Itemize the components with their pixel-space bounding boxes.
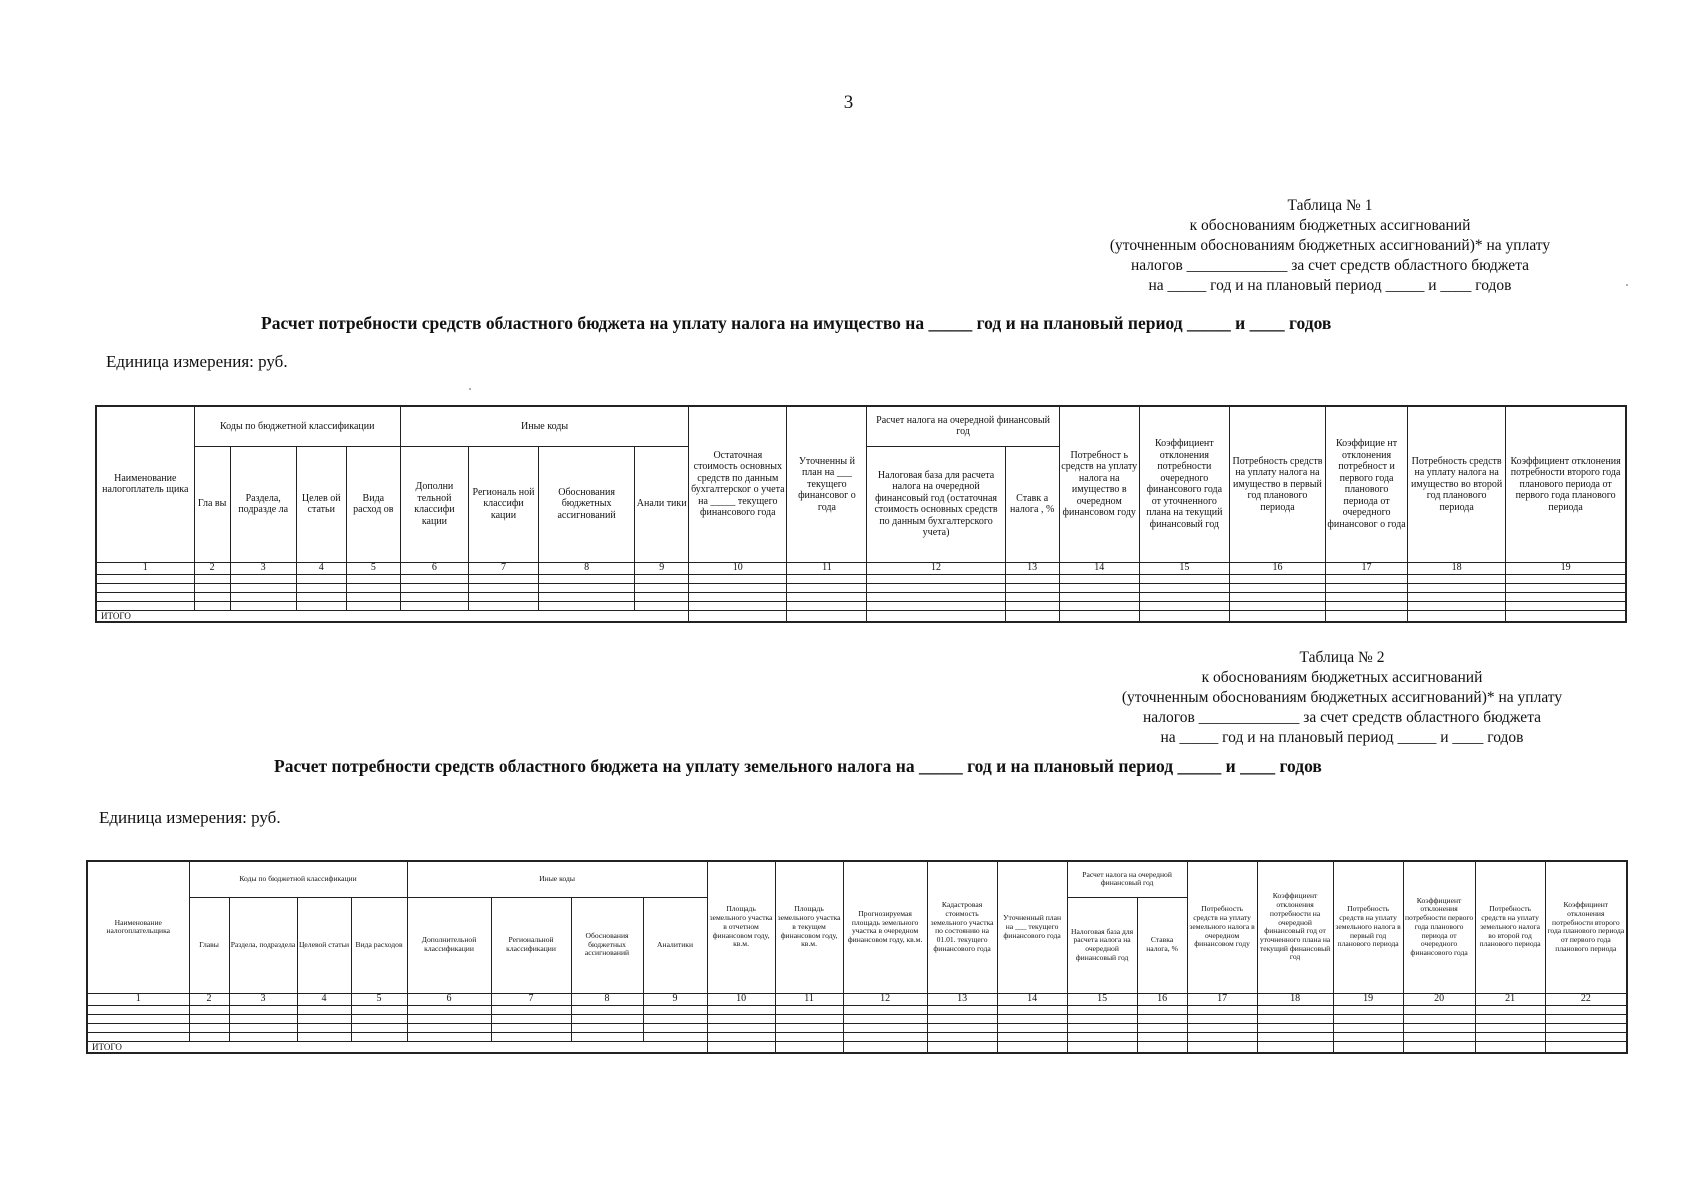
col-budget-justification: Обоснования бюджетных ассигнований — [571, 897, 643, 993]
column-number: 8 — [571, 993, 643, 1005]
col-chapter: Гла вы — [194, 446, 230, 562]
column-number: 6 — [400, 562, 468, 574]
column-number: 7 — [491, 993, 571, 1005]
table1-caption-line: к обоснованиям бюджетных ассигнований — [1189, 217, 1471, 234]
col-additional-classification: Дополни тельной классифи кации — [400, 446, 468, 562]
column-number: 10 — [689, 562, 787, 574]
column-number: 13 — [927, 993, 997, 1005]
column-number: 1 — [96, 562, 194, 574]
col-residual-value: Остаточная стоимость основных средств по данным бухгалтерског о учета на _____ текущего финансового года — [689, 406, 787, 562]
col-regional-classification: Региональной классификации — [491, 897, 571, 993]
table-row — [87, 1014, 1627, 1023]
col-regional-classification: Региональ ной классифи кации — [468, 446, 538, 562]
table1-caption — [1100, 196, 1560, 296]
col-refined-plan: Уточненный план на ___ текущего финансового года — [997, 861, 1067, 993]
table2-caption — [1112, 648, 1572, 748]
column-number: 5 — [346, 562, 400, 574]
column-number: 11 — [787, 562, 867, 574]
col-deviation-coefficient: Коэффициент отклонения потребности на очередной финансовый год от уточненного плана на текущий финансовый год — [1257, 861, 1333, 993]
column-number: 4 — [296, 562, 346, 574]
table2-title: Расчет потребности средств областного бюджета на уплату земельного налога на _____ год и на плановый период _____ и ____ годов — [274, 756, 1322, 776]
table-row — [96, 601, 1626, 610]
column-number: 3 — [230, 562, 296, 574]
col-need-second-plan-year: Потребность средств на уплату земельного налога во второй год планового периода — [1475, 861, 1545, 993]
col-tax-rate: Ставка налога, % — [1137, 897, 1187, 993]
col-coefficient-second-plan-year: Коэффициент отклонения потребности второго года планового периода от первого года планового периода — [1506, 406, 1626, 562]
col-need-first-plan-year: Потребность средств на уплату земельного налога в первый год планового периода — [1333, 861, 1403, 993]
col-need-next-year: Потребност ь средств на уплату налога на имущество в очередном финансовом году — [1059, 406, 1139, 562]
column-number: 11 — [775, 993, 843, 1005]
table2-caption-line: к обоснованиям бюджетных ассигнований — [1201, 669, 1483, 686]
col-expense-type: Вида расходов — [351, 897, 407, 993]
col-group-tax-calculation: Расчет налога на очередной финансовый год — [867, 406, 1059, 446]
column-number: 16 — [1229, 562, 1325, 574]
col-section: Раздела, подраздела — [229, 897, 297, 993]
column-number: 16 — [1137, 993, 1187, 1005]
col-group-budget-codes: Коды по бюджетной классификации — [189, 861, 407, 897]
table1-grid — [95, 405, 1627, 623]
col-taxpayer-name: Наименование налогоплательщика — [87, 861, 189, 993]
total-label: ИТОГО — [96, 610, 689, 622]
col-analytics: Анали тики — [635, 446, 689, 562]
table2-caption-line: Таблица № 2 — [1299, 649, 1385, 666]
col-land-area-forecast: Прогнозируемая площадь земельного участка в очередном финансовом году, кв.м. — [843, 861, 927, 993]
col-deviation-coefficient: Коэффициент отклонения потребности очередного финансового года от уточненного плана на текущий финансовый год — [1139, 406, 1229, 562]
column-number: 2 — [189, 993, 229, 1005]
col-need-first-plan-year: Потребность средств на уплату налога на имущество в первый год планового периода — [1229, 406, 1325, 562]
col-analytics: Аналитики — [643, 897, 707, 993]
col-expense-type: Вида расход ов — [346, 446, 400, 562]
column-number: 4 — [297, 993, 351, 1005]
col-tax-base: Налоговая база для расчета налога на очередной финансовый год — [1067, 897, 1137, 993]
column-number: 18 — [1257, 993, 1333, 1005]
col-group-other-codes: Иные коды — [407, 861, 707, 897]
column-number: 21 — [1475, 993, 1545, 1005]
col-section: Раздела, подразде ла — [230, 446, 296, 562]
total-row — [96, 610, 1626, 622]
col-cadastral-value: Кадастровая стоимость земельного участка по состоянию на 01.01. текущего финансового года — [927, 861, 997, 993]
table2-grid — [86, 860, 1628, 1054]
table-row — [96, 592, 1626, 601]
table1-caption-line: Таблица № 1 — [1287, 197, 1373, 214]
col-chapter: Главы — [189, 897, 229, 993]
total-row — [87, 1041, 1627, 1053]
column-number: 7 — [468, 562, 538, 574]
col-group-tax-calculation: Расчет налога на очередной финансовый год — [1067, 861, 1187, 897]
column-number: 22 — [1545, 993, 1627, 1005]
column-number: 5 — [351, 993, 407, 1005]
column-number-row — [87, 993, 1627, 1005]
col-land-area-reporting: Площадь земельного участка в отчетном финансовом году, кв.м. — [707, 861, 775, 993]
col-refined-plan: Уточненны й план на ___ текущего финансовог о года — [787, 406, 867, 562]
table-row — [87, 1005, 1627, 1014]
table-row — [87, 1023, 1627, 1032]
column-number: 18 — [1408, 562, 1506, 574]
table2-caption-line: на _____ год и на плановый период _____ и ____ годов — [1160, 729, 1524, 746]
column-number: 20 — [1403, 993, 1475, 1005]
column-number: 1 — [87, 993, 189, 1005]
page-number: 3 — [843, 92, 854, 113]
column-number: 15 — [1067, 993, 1137, 1005]
column-number: 14 — [997, 993, 1067, 1005]
col-tax-rate: Ставк а налога , % — [1005, 446, 1059, 562]
column-number: 9 — [635, 562, 689, 574]
table-row — [96, 574, 1626, 583]
column-number: 6 — [407, 993, 491, 1005]
col-budget-justification: Обоснования бюджетных ассигнований — [539, 446, 635, 562]
column-number: 15 — [1139, 562, 1229, 574]
col-target-article: Целевой статьи — [297, 897, 351, 993]
total-label: ИТОГО — [87, 1041, 707, 1053]
table1-caption-line: налогов _____________ за счет средств областного бюджета — [1130, 257, 1530, 274]
col-need-second-plan-year: Потребность средств на уплату налога на имущество во второй год планового периода — [1408, 406, 1506, 562]
col-coefficient-second-plan-year: Коэффициент отклонения потребности второго года планового периода от первого года планового периода — [1545, 861, 1627, 993]
table-row — [96, 583, 1626, 592]
column-number: 9 — [643, 993, 707, 1005]
table-row — [87, 1032, 1627, 1041]
column-number: 3 — [229, 993, 297, 1005]
table1-title: Расчет потребности средств областного бюджета на уплату налога на имущество на _____ год и на плановый период _____ и ____ годов — [261, 313, 1332, 333]
col-coefficient-first-plan-year: Коэффициент отклонения потребности первого года планового периода от очередного финансового года — [1403, 861, 1475, 993]
col-land-area-current: Площадь земельного участка в текущем финансовом году, кв.м. — [775, 861, 843, 993]
table2-caption-line: налогов _____________ за счет средств областного бюджета — [1142, 709, 1542, 726]
col-tax-base: Налоговая база для расчета налога на очередной финансовый год (остаточная стоимость основных средств по данным бухгалтерского учета) — [867, 446, 1005, 562]
table2-unit-label: Единица измерения: руб. — [99, 808, 281, 827]
scan-speck — [469, 388, 471, 390]
col-group-other-codes: Иные коды — [400, 406, 688, 446]
column-number: 2 — [194, 562, 230, 574]
column-number: 17 — [1187, 993, 1257, 1005]
table1-caption-line: (уточненным обоснованиям бюджетных ассигнований)* на уплату — [1109, 237, 1551, 254]
column-number: 13 — [1005, 562, 1059, 574]
col-need-next-year: Потребность средств на уплату земельного налога в очередном финансовом году — [1187, 861, 1257, 993]
column-number: 12 — [843, 993, 927, 1005]
col-additional-classification: Дополнительной классификации — [407, 897, 491, 993]
column-number: 17 — [1326, 562, 1408, 574]
column-number: 14 — [1059, 562, 1139, 574]
col-coefficient-first-plan-year: Коэффицие нт отклонения потребност и первого года планового периода от очередного финансовог о года — [1326, 406, 1408, 562]
scan-speck — [1626, 284, 1628, 286]
column-number: 19 — [1506, 562, 1626, 574]
column-number: 10 — [707, 993, 775, 1005]
table2-caption-line: (уточненным обоснованиям бюджетных ассигнований)* на уплату — [1121, 689, 1563, 706]
column-number: 12 — [867, 562, 1005, 574]
column-number-row — [96, 562, 1626, 574]
col-taxpayer-name: Наименование налогоплатель щика — [96, 406, 194, 562]
col-target-article: Целев ой статьи — [296, 446, 346, 562]
table1-caption-line: на _____ год и на плановый период _____ и ____ годов — [1148, 277, 1512, 294]
column-number: 19 — [1333, 993, 1403, 1005]
column-number: 8 — [539, 562, 635, 574]
table1-unit-label: Единица измерения: руб. — [106, 352, 288, 371]
col-group-budget-codes: Коды по бюджетной классификации — [194, 406, 400, 446]
